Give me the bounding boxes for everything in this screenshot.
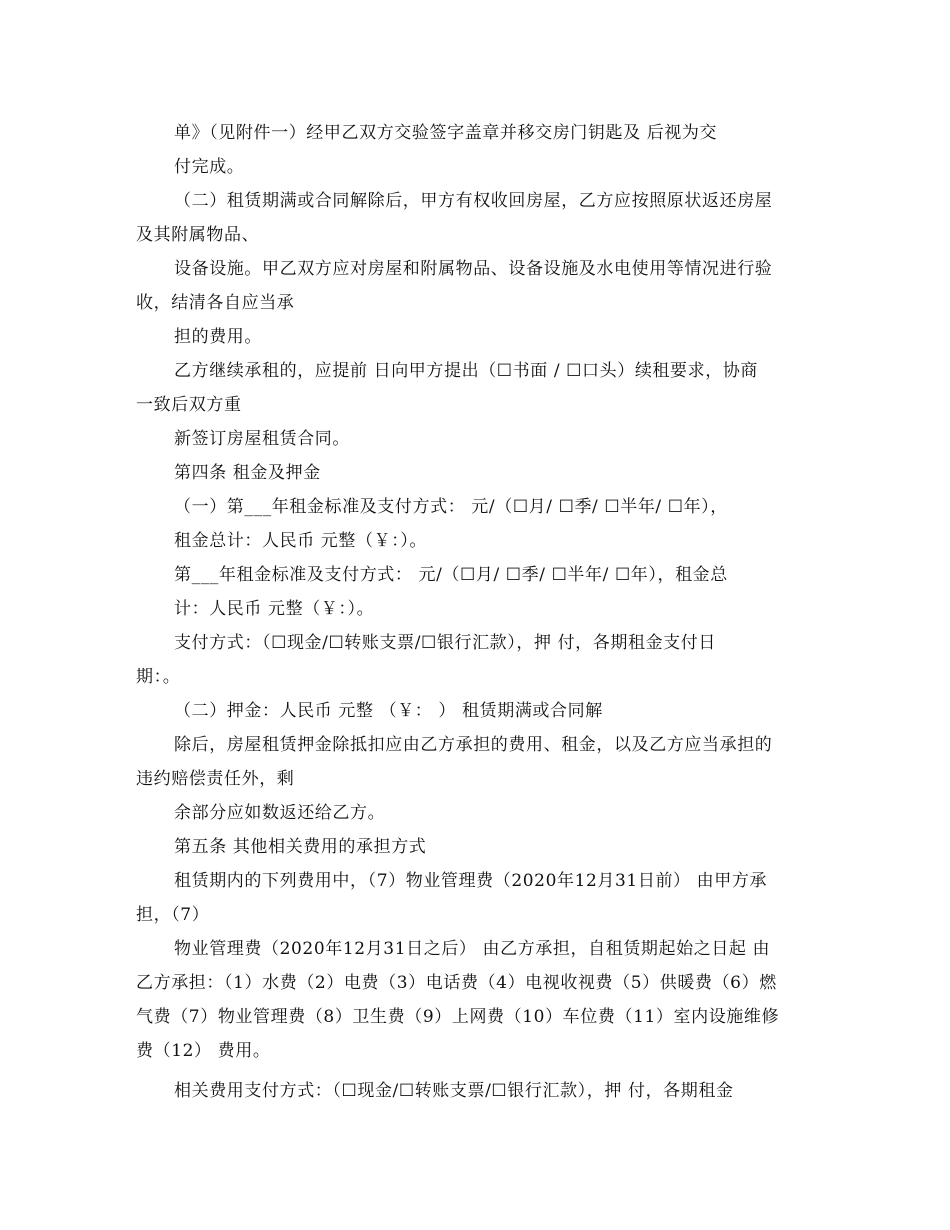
text-line: 及其附属物品、 bbox=[136, 225, 260, 245]
section-heading: 第四条 租金及押金 bbox=[174, 463, 321, 483]
text-line: 乙方承担：（1）水费（2）电费（3）电话费（4）电视收视费（5）供暖费（6）燃 bbox=[136, 973, 777, 993]
text-line: （一）第___年租金标准及支付方式： 元/（☐月/ ☐季/ ☐半年/ ☐年）， bbox=[174, 497, 728, 517]
text-line: （二）押金：人民币 元整 （￥： ） 租赁期满或合同解 bbox=[174, 701, 603, 721]
text-line: 一致后双方重 bbox=[136, 395, 242, 415]
text-line: 计：人民币 元整（￥：）。 bbox=[174, 599, 375, 619]
text-line: 费（12） 费用。 bbox=[136, 1041, 271, 1061]
text-line: 单》（见附件一）经甲乙双方交验签字盖章并移交房门钥匙及 后视为交 bbox=[174, 123, 718, 143]
text-line: 违约赔偿责任外，剩 bbox=[136, 769, 295, 789]
text-line: 相关费用支付方式：（☐现金/☐转账支票/☐银行汇款），押 付，各期租金 bbox=[174, 1081, 734, 1101]
text-line: 担的费用。 bbox=[174, 327, 262, 347]
text-line: 设备设施。甲乙双方应对房屋和附属物品、设备设施及水电使用等情况进行验 bbox=[174, 259, 773, 279]
text-line: （二）租赁期满或合同解除后，甲方有权收回房屋，乙方应按照原状返还房屋 bbox=[174, 191, 773, 211]
text-line: 付完成。 bbox=[174, 157, 245, 177]
text-line: 乙方继续承租的，应提前 日向甲方提出（☐书面 / ☐口头）续租要求，协商 bbox=[174, 361, 759, 381]
text-line: 除后，房屋租赁押金除抵扣应由乙方承担的费用、租金，以及乙方应当承担的 bbox=[174, 735, 773, 755]
text-line: 收，结清各自应当承 bbox=[136, 293, 295, 313]
text-line: 租金总计：人民币 元整（￥：）。 bbox=[174, 531, 428, 551]
text-line: 担，（7） bbox=[136, 905, 210, 925]
text-line: 新签订房屋租赁合同。 bbox=[174, 429, 350, 449]
text-line: 余部分应如数返还给乙方。 bbox=[174, 803, 386, 823]
text-line: 气费（7）物业管理费（8）卫生费（9）上网费（10）车位费（11）室内设施维修 bbox=[136, 1007, 780, 1027]
text-line: 期：。 bbox=[136, 667, 181, 687]
text-line: 支付方式：（☐现金/☐转账支票/☐银行汇款），押 付，各期租金支付日 bbox=[174, 633, 716, 653]
text-line: 租赁期内的下列费用中，（7）物业管理费（2020年12月31日前） 由甲方承 bbox=[174, 871, 768, 891]
text-line: 物业管理费（2020年12月31日之后） 由乙方承担，自租赁期起始之日起 由 bbox=[174, 939, 771, 959]
section-heading: 第五条 其他相关费用的承担方式 bbox=[174, 837, 427, 857]
text-line: 第___年租金标准及支付方式： 元/（☐月/ ☐季/ ☐半年/ ☐年），租金总 bbox=[174, 565, 728, 585]
